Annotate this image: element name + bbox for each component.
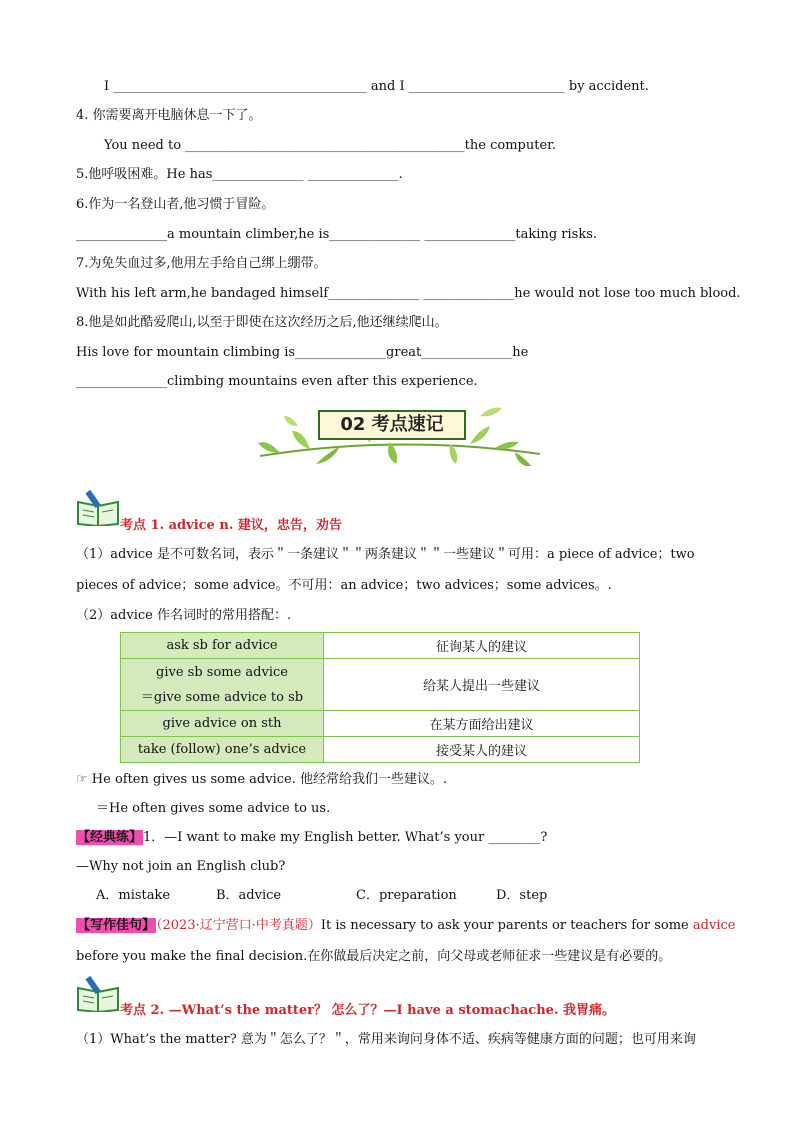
practice-line xyxy=(76,829,547,847)
table-cell-cn: 给某人提出一些建议 xyxy=(324,659,640,711)
kp1-heading: 考点 1. advice n. 建议，忠告，劝告 xyxy=(120,518,342,533)
table-cell-cn: 在某方面给出建议 xyxy=(324,711,640,737)
option-a: A．mistake xyxy=(96,888,171,903)
table-cell-en: give advice on sth xyxy=(121,711,324,737)
table-cell-en: ask sb for advice xyxy=(121,633,324,659)
option-d: D．step xyxy=(496,888,548,903)
table-row xyxy=(121,633,640,659)
writing-text: It is necessary to ask your parents or teachers for some xyxy=(320,918,693,933)
practice-question: 1．—I want to make my English better. What’s your ________? xyxy=(143,830,548,845)
table-row xyxy=(121,659,640,711)
q4-chinese: 4. 你需要离开电脑休息一下了。 xyxy=(76,108,262,123)
q8-english-1: His love for mountain climbing is______________great______________he xyxy=(76,345,529,360)
banner-title: 02 考点速记 xyxy=(318,410,466,440)
kp1-para1a: （1）advice 是不可数名词，表示＂一条建议＂＂两条建议＂＂一些建议＂可用：a piece of advice；two xyxy=(76,547,695,562)
table-cell-en: take (follow) one’s advice xyxy=(121,737,324,763)
kp2-para1: （1）What’s the matter? 意为＂怎么了？＂，常用来询问身体不适、疾病等健康方面的问题；也可用来询 xyxy=(76,1032,696,1047)
q7-english: With his left arm,he bandaged himself______________ ______________he would not lose too much blood. xyxy=(76,286,741,301)
q6-chinese: 6.作为一名登山者,他习惯于冒险。 xyxy=(76,197,275,212)
q3-line: I _______________________________________ and I ________________________ by accident. xyxy=(104,79,649,94)
writing-tag: 【写作佳句】 xyxy=(77,918,156,933)
practice-tag: 【经典练】 xyxy=(77,830,143,845)
q8-english-2: ______________climbing mountains even after this experience. xyxy=(76,374,478,389)
kp2-heading: 考点 2. —What’s the matter？ 怎么了？—I have a stomachache. 我胃痛。 xyxy=(120,1003,615,1018)
book-pencil-icon xyxy=(76,976,120,1012)
book-pencil-icon xyxy=(76,490,120,526)
section-banner xyxy=(250,396,550,466)
q8-chinese: 8.他是如此酷爱爬山,以至于即使在这次经历之后,他还继续爬山。 xyxy=(76,315,448,330)
q5-line: 5.他呼吸困难。He has______________ ______________. xyxy=(76,167,403,182)
writing-line-2: before you make the final decision.在你做最后决定之前，向父母或老师征求一些建议是有必要的。 xyxy=(76,949,672,964)
q7-chinese: 7.为免失血过多,他用左手给自己绑上绷带。 xyxy=(76,256,327,271)
q6-english: ______________a mountain climber,he is______________ ______________taking risks. xyxy=(76,227,597,242)
writing-line xyxy=(76,917,735,935)
writing-keyword: advice xyxy=(692,918,736,933)
table-row xyxy=(121,711,640,737)
kp1-para2: （2）advice 作名词时的常用搭配：. xyxy=(76,608,292,623)
practice-answer: —Why not join an English club? xyxy=(76,859,286,874)
advice-collocation-table xyxy=(120,632,640,763)
option-c: C．preparation xyxy=(356,888,457,903)
option-b: B．advice xyxy=(216,888,282,903)
kp1-para1b: pieces of advice；some advice。不可用：an advice；two advices；some advices。. xyxy=(76,578,612,593)
table-cell-en-line-2: ＝give some advice to sb xyxy=(140,689,304,705)
writing-source: （2023·辽宁营口·中考真题） xyxy=(156,918,321,933)
table-row xyxy=(121,737,640,763)
q4-english: You need to ___________________________________________the computer. xyxy=(104,138,557,153)
kp1-example1: ☞ He often gives us some advice. 他经常给我们一些建议。. xyxy=(76,772,448,787)
kp1-example2: ＝He often gives some advice to us. xyxy=(96,801,331,816)
table-cell-en-line-1: give sb some advice xyxy=(156,664,288,680)
table-cell-cn: 征询某人的建议 xyxy=(324,633,640,659)
table-cell-cn: 接受某人的建议 xyxy=(324,737,640,763)
table-cell-en xyxy=(121,659,324,711)
